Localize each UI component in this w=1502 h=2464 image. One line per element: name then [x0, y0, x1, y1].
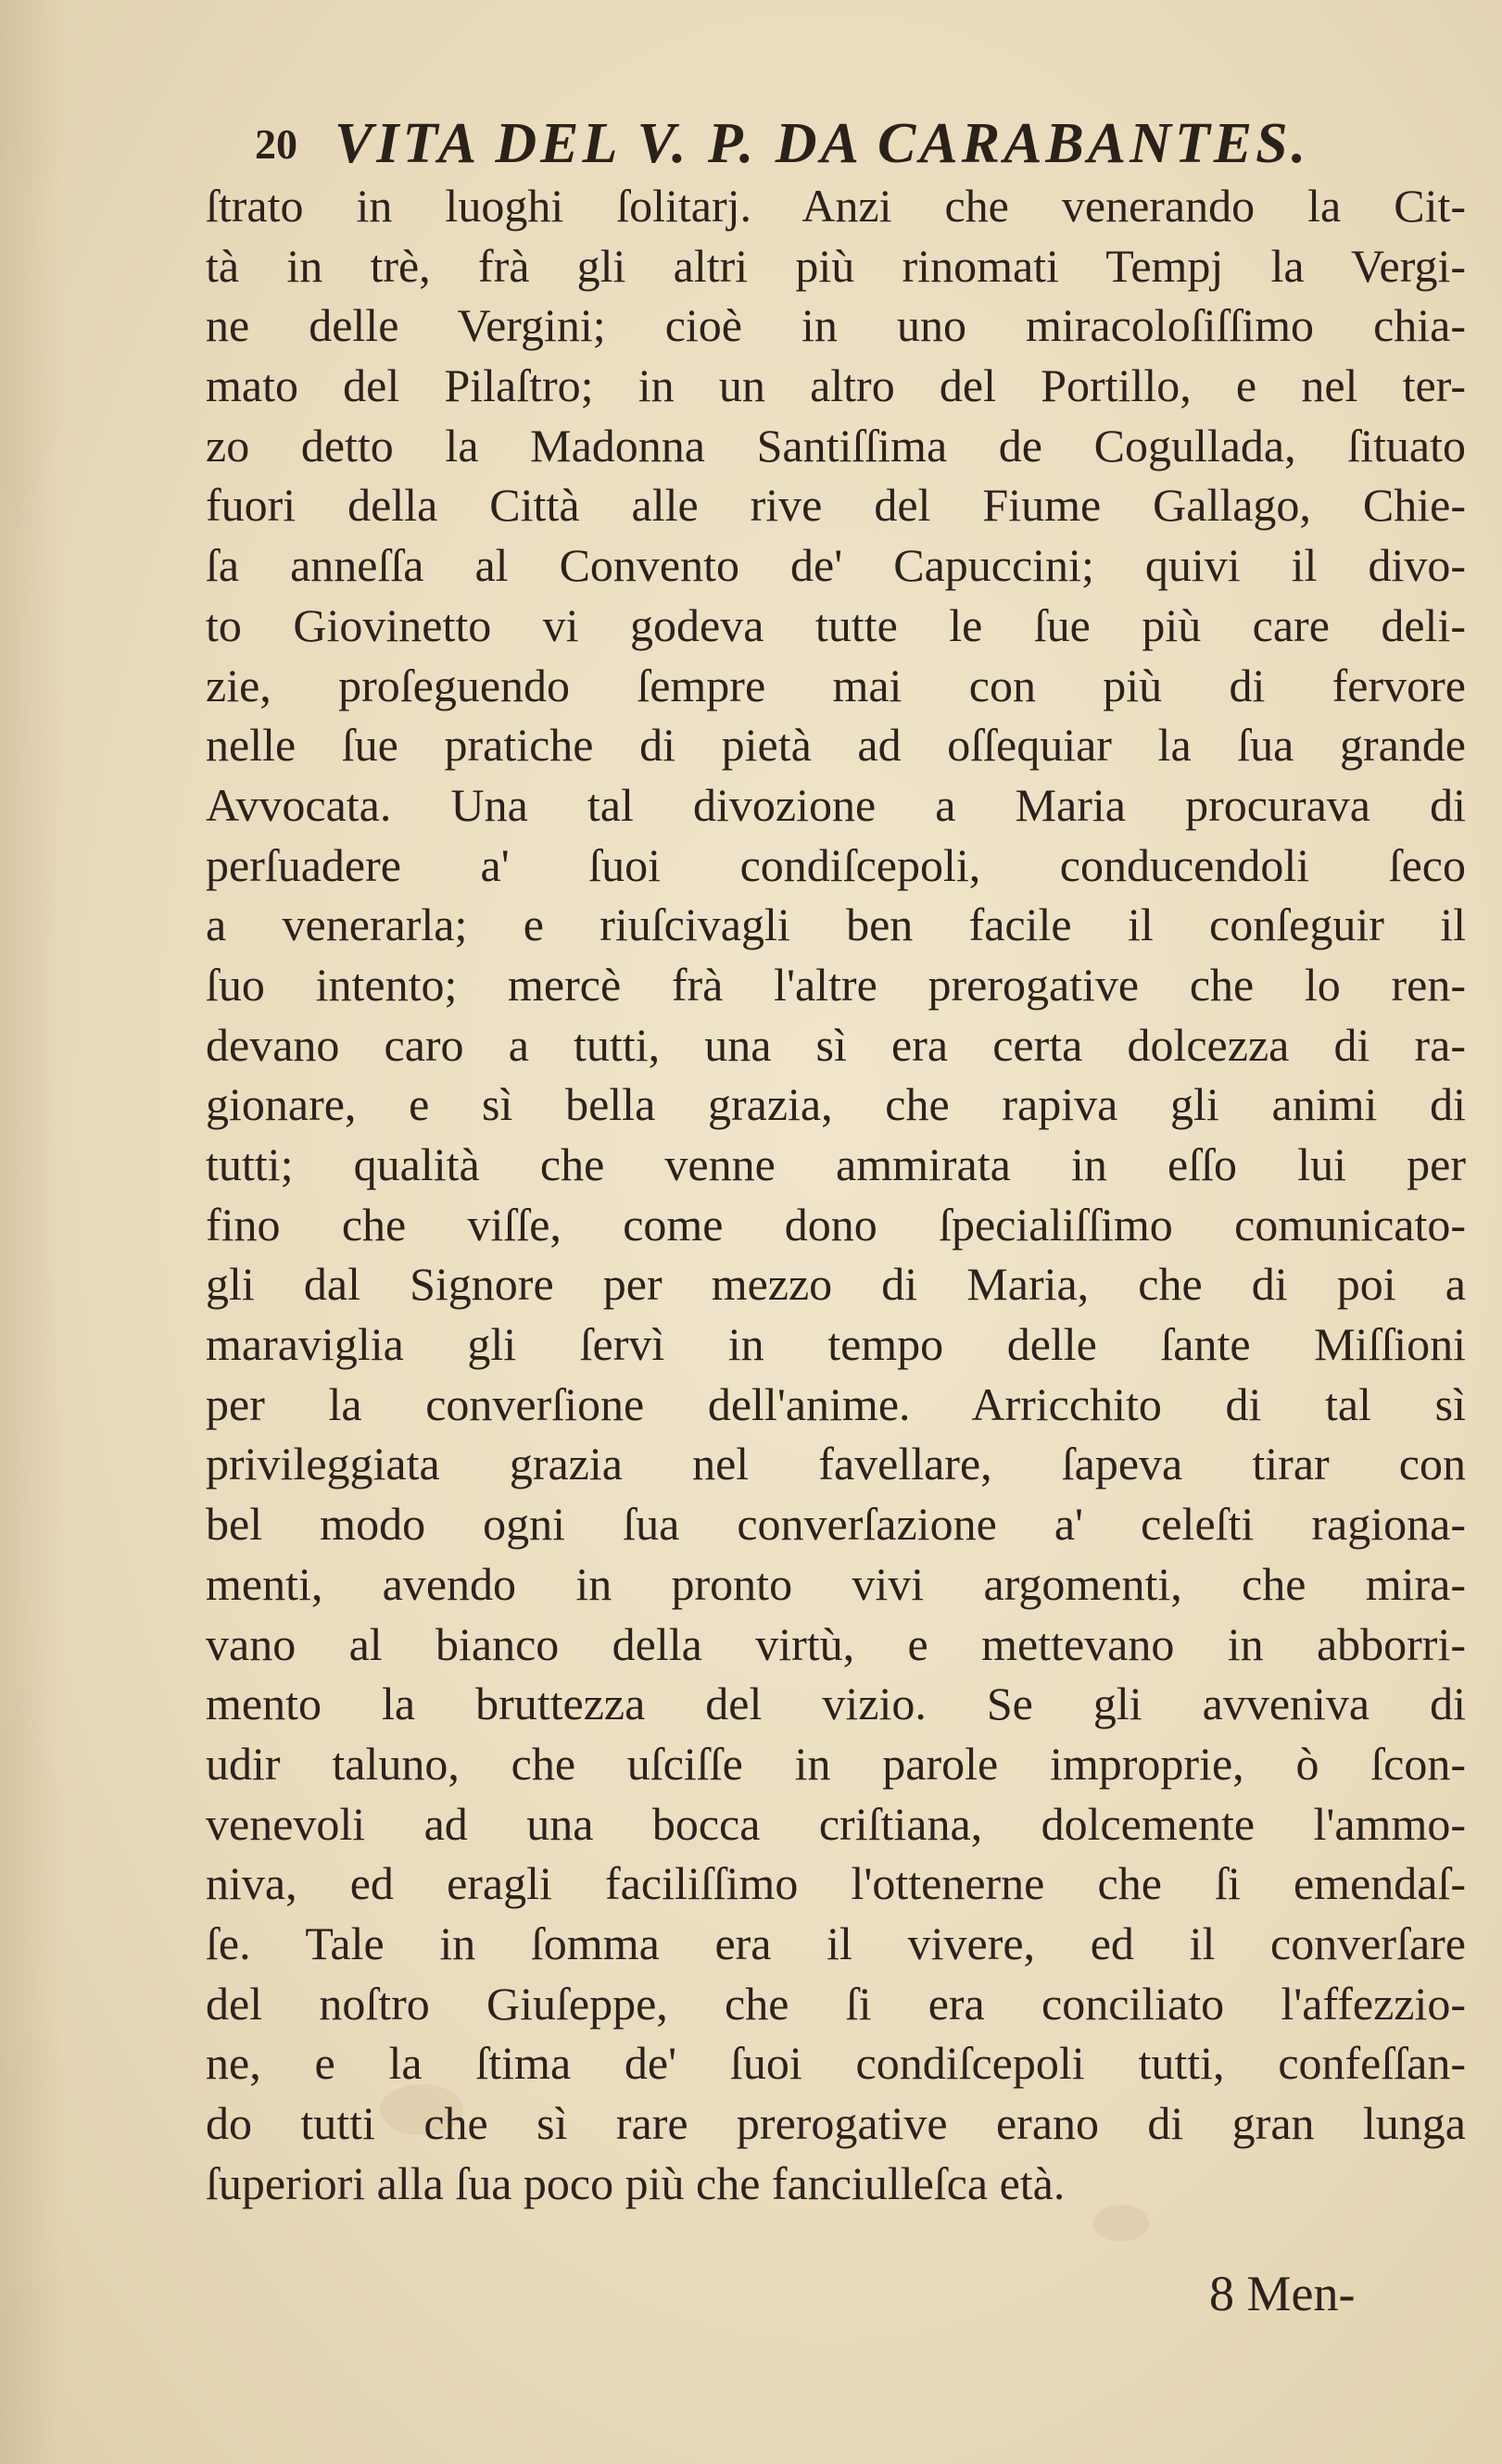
text-line: bel modo ogni ſua converſazione a' celeſti ragiona- [206, 1498, 1466, 1551]
text-line: to Giovinetto vi godeva tutte le ſue più care deli- [206, 598, 1466, 651]
text-line: privileggiata grazia nel favellare, ſapeva tirar con [206, 1438, 1466, 1490]
text-line: ſa anneſſa al Convento de' Capuccini; quivi il divo- [206, 539, 1466, 592]
text-line: vano al bianco della virtù, e mettevano in abborri- [206, 1617, 1466, 1670]
text-line: mato del Pilaſtro; in un altro del Portillo, e nel ter- [206, 359, 1466, 412]
page-header [255, 111, 1478, 185]
text-line: zie, proſeguendo ſempre mai con più di fervore [206, 659, 1466, 711]
page-gutter-shadow [0, 0, 65, 2464]
text-line: del noſtro Giuſeppe, che ſi era conciliato l'affezzio- [206, 1977, 1466, 2030]
text-line: ſe. Tale in ſomma era il vivere, ed il converſare [206, 1917, 1466, 1969]
page-number: 20 [255, 120, 297, 168]
text-line: menti, avendo in pronto vivi argomenti, che mira- [206, 1557, 1466, 1610]
text-line: maraviglia gli ſervì in tempo delle ſante Miſſioni [206, 1318, 1466, 1371]
text-line: perſuadere a' ſuoi condiſcepoli, conducendoli ſeco [206, 838, 1466, 891]
text-line: per la converſione dell'anime. Arricchito di tal sì [206, 1377, 1466, 1430]
text-line: tutti; qualità che venne ammirata in eſſo lui per [206, 1138, 1466, 1190]
text-line: tà in trè, frà gli altri più rinomati Tempj la Vergi- [206, 239, 1466, 292]
text-line: fino che viſſe, come dono ſpecialiſſimo comunicato- [206, 1198, 1466, 1251]
text-line: do tutti che sì rare prerogative erano di gran lunga [206, 2097, 1466, 2149]
text-line: nelle ſue pratiche di pietà ad oſſequiar la ſua grande [206, 719, 1466, 772]
text-line: venevoli ad una bocca criſtiana, dolcemente l'ammo- [206, 1797, 1466, 1850]
text-line: a venerarla; e riuſcivagli ben facile il conſeguir il [206, 899, 1466, 951]
text-line: gli dal Signore per mezzo di Maria, che di poi a [206, 1258, 1466, 1311]
text-line: zo detto la Madonna Santiſſima de Cogullada, ſituato [206, 419, 1466, 471]
text-line: ſtrato in luoghi ſolitarj. Anzi che venerando la Cit- [206, 180, 1466, 232]
text-line: devano caro a tutti, una sì era certa dolcezza di ra- [206, 1018, 1466, 1071]
body-text [206, 176, 1466, 2213]
text-line: ne, e la ſtima de' ſuoi condiſcepoli tutti, confeſſan- [206, 2037, 1466, 2090]
text-line: udir taluno, che uſciſſe in parole improprie, ò ſcon- [206, 1737, 1466, 1790]
running-head: VITA DEL V. P. DA CARABANTES. [334, 112, 1310, 175]
text-line: gionare, e sì bella grazia, che rapiva gli animi di [206, 1078, 1466, 1131]
text-line: ne delle Vergini; cioè in uno miracoloſiſſimo chia- [206, 299, 1466, 352]
text-line: mento la bruttezza del vizio. Se gli avveniva di [206, 1678, 1466, 1730]
catchword: 8 Men- [1209, 2266, 1356, 2321]
text-line: Avvocata. Una tal divozione a Maria procurava di [206, 778, 1466, 831]
text-line: ſuperiori alla ſua poco più che fanciulleſca età. [206, 2156, 1066, 2209]
text-line: niva, ed eragli faciliſſimo l'ottenerne che ſi emendaſ- [206, 1857, 1466, 1910]
text-line: fuori della Città alle rive del Fiume Gallago, Chie- [206, 479, 1466, 532]
text-line: ſuo intento; mercè frà l'altre prerogative che lo ren- [206, 958, 1466, 1011]
